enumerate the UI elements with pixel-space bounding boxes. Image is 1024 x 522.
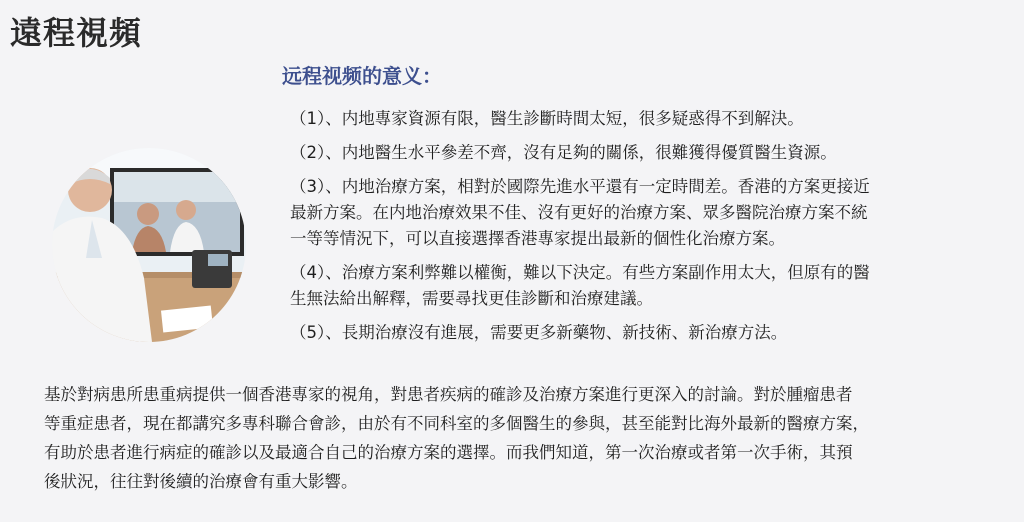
list-item-line: 最新方案。在内地治療效果不佳、沒有更好的治療方案、眾多醫院治療方案不統 (290, 203, 868, 222)
telemedicine-photo (52, 148, 246, 342)
list-item (290, 260, 990, 312)
paragraph-line: 等重症患者，現在都講究多專科聯合會診，由於有不同科室的多個醫生的參與，甚至能對比海外最新的醫療方案， (44, 414, 869, 433)
paragraph-line: 基於對病患所患重病提供一個香港專家的視角，對患者疾病的確診及治療方案進行更深入的討論。對於腫瘤患者 (44, 385, 853, 404)
paragraph-line: 後狀況，往往對後續的治療會有重大影響。 (44, 472, 358, 491)
list-item-line: （3）、内地治療方案，相對於國際先進水平還有一定時間差。香港的方案更接近 (290, 177, 870, 196)
list-item-line: 一等等情況下，可以直接選擇香港專家提出最新的個性化治療方案。 (290, 229, 785, 248)
list-item-line: 生無法給出解釋，需要尋找更佳診斷和治療建議。 (290, 289, 653, 308)
page-title: 遠程視頻 (10, 14, 143, 52)
list-item-line: （2）、内地醫生水平參差不齊，沒有足夠的關係，很難獲得優質醫生資源。 (290, 143, 837, 162)
list-item-line: （1）、内地專家資源有限，醫生診斷時間太短，很多疑惑得不到解決。 (290, 109, 804, 128)
list-item (290, 174, 990, 252)
list-item (290, 320, 990, 346)
significance-list (290, 106, 990, 354)
section-subtitle: 远程视频的意义： (282, 64, 442, 88)
summary-paragraph (44, 380, 1024, 496)
list-item (290, 140, 990, 166)
list-item-line: （5）、長期治療沒有進展，需要更多新藥物、新技術、新治療方法。 (290, 323, 788, 342)
list-item (290, 106, 990, 132)
paragraph-line: 有助於患者進行病症的確診以及最適合自己的治療方案的選擇。而我們知道，第一次治療或者第一次手術，其預 (44, 443, 853, 462)
list-item-line: （4）、治療方案利弊難以權衡，難以下決定。有些方案副作用太大，但原有的醫 (290, 263, 870, 282)
